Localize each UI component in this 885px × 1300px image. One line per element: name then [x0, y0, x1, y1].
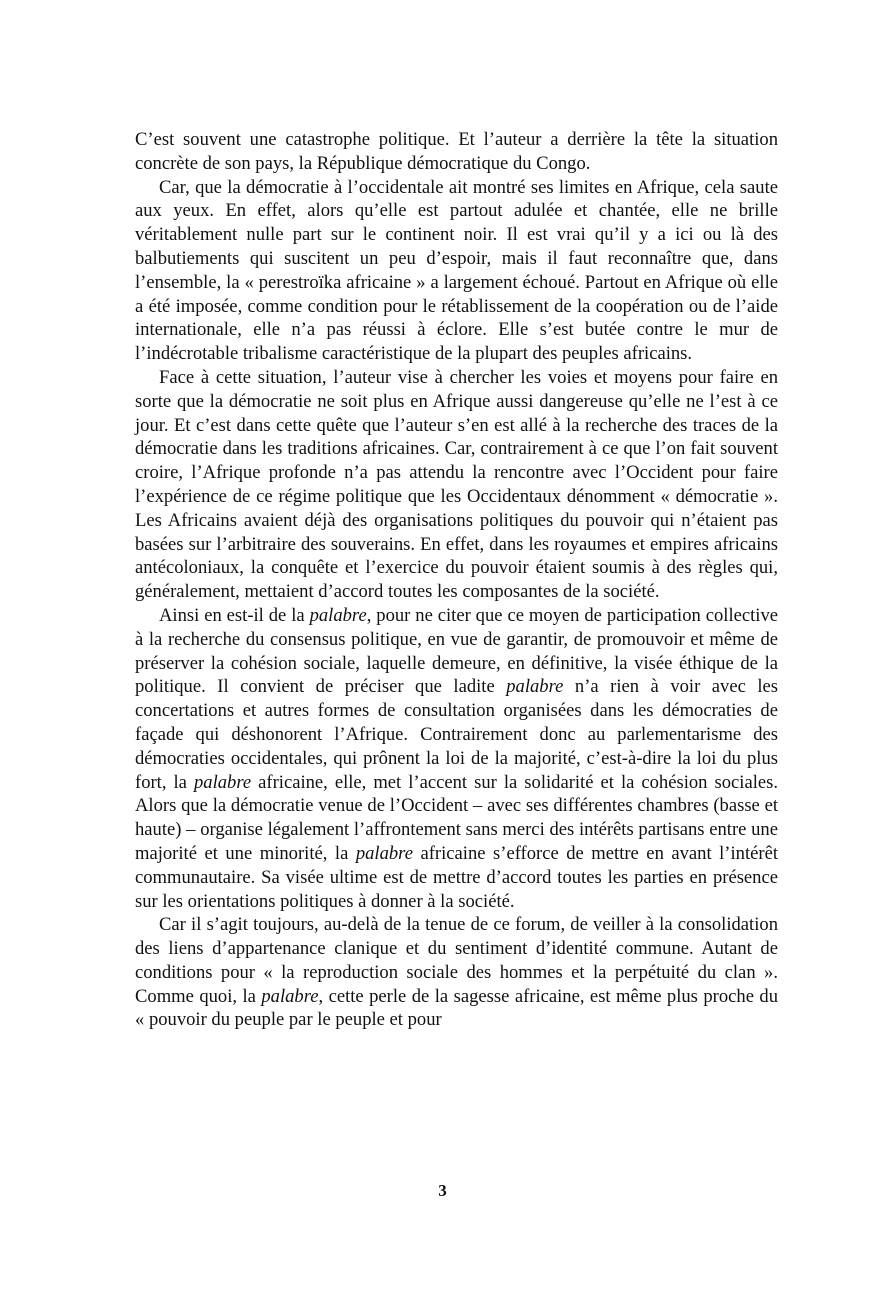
- paragraph-text: C’est souvent une catastrophe politique. Et l’auteur a derrière la tête la situation concrète de son pays, la République démocratique du Congo.: [135, 129, 778, 174]
- italic-term: palabre: [193, 771, 252, 793]
- paragraph-text: , cette perle de la sagesse africaine, est même plus proche du « pouvoir du peuple par le peuple et pour: [135, 985, 778, 1031]
- paragraph-text: , pour ne citer que ce moyen de participation collective à la recherche du consensus politique, en vue de garantir, de promouvoir et même de préserver la cohésion sociale, laquelle demeure, en définitive, la visée éthique de la politique. Il convient de préciser que ladite: [135, 604, 778, 698]
- paragraph-text: africaine, elle, met l’accent sur la solidarité et la cohésion sociales. Alors que la démocratie venue de l’Occident – avec ses différentes chambres (basse et haute) – organise légalement l’affrontement sans merci des intérêts partisans entre une majorité et une minorité, la: [135, 771, 779, 864]
- italic-term: palabre: [506, 676, 564, 698]
- paragraph-1: [135, 128, 778, 176]
- italic-term: palabre: [261, 985, 319, 1007]
- page-number: 3: [438, 1181, 447, 1200]
- paragraph-4: [135, 604, 778, 913]
- paragraph-text: Car, que la démocratie à l’occidentale ait montré ses limites en Afrique, cela saute aux yeux. En effet, alors qu’elle est partout adulée et chantée, elle ne brille véritablement nulle part sur le continent noir. Il est vrai qu’il y a ici ou là des balbutiements qui suscitent un peu d’espoir, mais il faut reconnaître que, dans l’ensemble, la « perestroïka africaine » a largement échoué. Partout en Afrique où elle a été imposée, comme condition pour le rétablissement de la coopération ou de l’aide internationale, elle n’a pas réussi à éclore. Elle s’est butée contre le mur de l’indécrotable tribalisme caractéristique de la plupart des peuples africains.: [135, 176, 778, 365]
- paragraph-text: africaine s’efforce de mettre en avant l’intérêt communautaire. Sa visée ultime est de mettre d’accord toutes les parties en présence sur les orientations politiques à donner à la société.: [135, 842, 778, 912]
- paragraph-text: Car il s’agit toujours, au-delà de la tenue de ce forum, de veiller à la consolidation des liens d’appartenance clanique et du sentiment d’identité commune. Autant de conditions pour « la reproduction sociale des hommes et la perpétuité du clan ». Comme quoi, la: [135, 914, 778, 1007]
- italic-term: palabre: [309, 604, 367, 626]
- paragraph-text: n’a rien à voir avec les concertations et autres formes de consultation organisées dans les démocraties de façade qui déshonorent l’Afrique. Contrairement donc au parlementarisme des démocraties occidentales, qui prônent la loi de la majorité, c’est-à-dire la loi du plus fort, la: [135, 676, 778, 793]
- paragraph-5: [135, 913, 778, 1032]
- italic-term: palabre: [355, 842, 413, 864]
- page-body: [135, 128, 778, 1032]
- paragraph-3: [135, 366, 778, 604]
- paragraph-text: Face à cette situation, l’auteur vise à chercher les voies et moyens pour faire en sorte que la démocratie ne soit plus en Afrique aussi dangereuse qu’elle ne l’est à ce jour. Et c’est dans cette quête que l’auteur s’en est allé à la recherche des traces de la démocratie dans les traditions africaines. Car, contrairement à ce que l’on fait souvent croire, l’Afrique profonde n’a pas attendu la rencontre avec l’Occident pour faire l’expérience de ce régime politique que les Occidentaux dénomment « démocratie ». Les Africains avaient déjà des organisations politiques du pouvoir qui n’étaient pas basées sur l’arbitraire des souverains. En effet, dans les royaumes et empires africains antécoloniaux, la conquête et l’exercice du pouvoir étaient soumis à des règles qui, généralement, mettaient d’accord toutes les composantes de la société.: [135, 366, 778, 603]
- paragraph-text: Ainsi en est-il de la: [159, 604, 310, 626]
- paragraph-2: [135, 176, 778, 366]
